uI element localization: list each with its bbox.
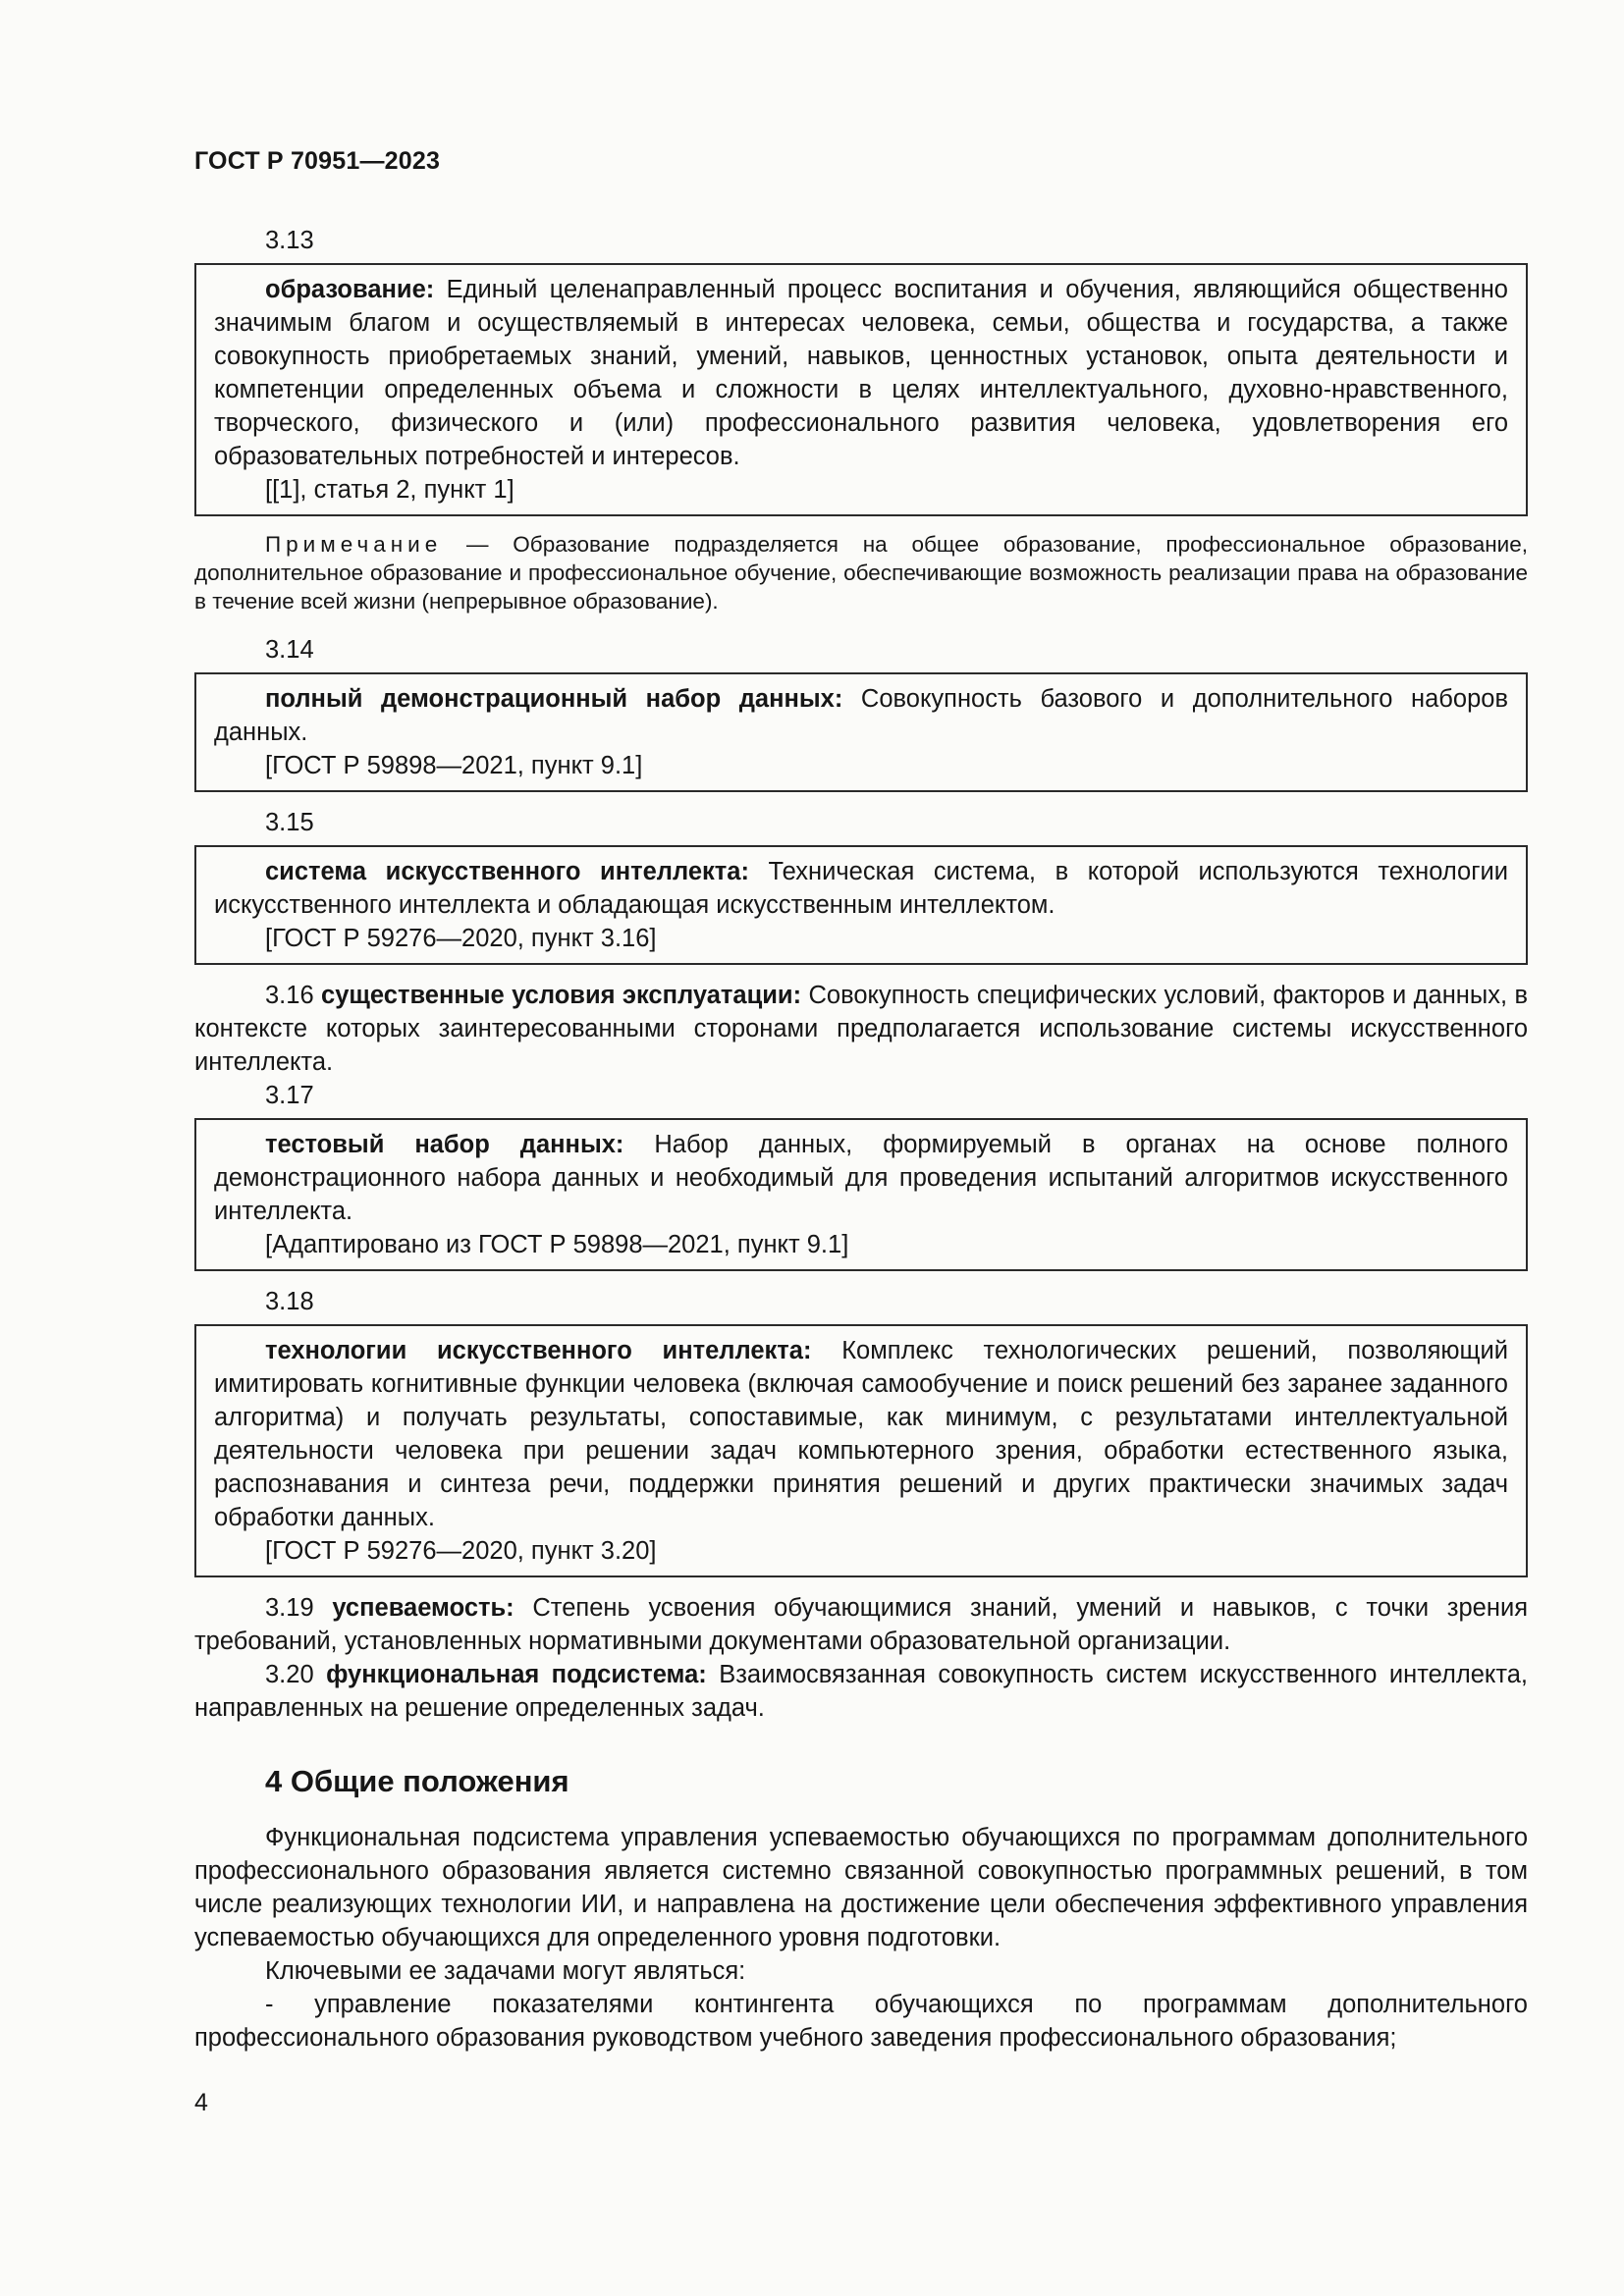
note	[194, 530, 1528, 615]
term-definition-box	[194, 263, 1528, 516]
term-definition: Совокупность базового и дополнительного наборов данных.	[214, 685, 1508, 746]
term-definition: Комплекс технологических решений, позволяющий имитировать когнитивные функции человека (включая самообучение и поиск решений без заранее заданного алгоритма) и получать результаты, сопоставимые, как минимум, с результатами интеллектуальной деятельности человека при решении задач компьютерного зрения, обработки естественного языка, распознавания и синтеза речи, поддержки принятия решений и других практически значимых задач обработки данных.	[214, 1337, 1508, 1531]
term-source: [Адаптировано из ГОСТ Р 59898—2021, пункт 9.1]	[265, 1231, 849, 1258]
term-definition: Совокупность специфических условий, факторов и данных, в контексте которых заинтересованными сторонами предполагается использование системы искусственного интеллекта.	[194, 982, 1528, 1076]
body-paragraph: Ключевыми ее задачами могут являться:	[265, 1957, 746, 1985]
term-source: [[1], статья 2, пункт 1]	[265, 476, 514, 504]
term-paragraph	[214, 1334, 1508, 1534]
term-definition: Набор данных, формируемый в органах на основе полного демонстрационного набора данных и необходимый для проведения испытаний алгоритмов искусственного интеллекта.	[214, 1131, 1508, 1225]
term-number: 3.18	[265, 1288, 314, 1315]
term-definition-box	[194, 1118, 1528, 1271]
term-definition: Взаимосвязанная совокупность систем искусственного интеллекта, направленных на решение определенных задач.	[194, 1661, 1528, 1722]
page-number: 4	[194, 2089, 208, 2116]
term-number: 3.15	[265, 809, 314, 836]
term-title: полный демонстрационный набор данных:	[265, 685, 843, 713]
term-title: тестовый набор данных:	[265, 1131, 624, 1158]
term-paragraph	[214, 1128, 1508, 1228]
document-code: ГОСТ Р 70951—2023	[194, 147, 441, 175]
term-number: 3.14	[265, 636, 314, 664]
term-definition-box	[194, 845, 1528, 965]
body-paragraph: Функциональная подсистема управления успеваемостью обучающихся по программам дополнительного профессионального образования является системно связанной совокупностью программных решений, в том числе реализующих технологии ИИ, и направлена на достижение цели обеспечения эффективного управления успеваемостью обучающихся для определенного уровня подготовки.	[194, 1824, 1528, 1951]
term-number: 3.17	[265, 1082, 314, 1109]
term-definition-box	[194, 672, 1528, 792]
term-definition: Степень усвоения обучающимися знаний, умений и навыков, с точки зрения требований, установленных нормативными документами образовательной организации.	[194, 1594, 1528, 1655]
term-source: [ГОСТ Р 59276—2020, пункт 3.20]	[265, 1537, 657, 1565]
page-content	[194, 224, 1528, 2055]
section-heading: 4 Общие положения	[265, 1764, 569, 1798]
note-text: — Образование подразделяется на общее образование, профессиональное образование, дополнительное образование и профессиональное обучение, обеспечивающие возможность реализации права на образование в течение всей жизни (непрерывное образование).	[194, 532, 1528, 614]
term-number: 3.16	[265, 982, 314, 1009]
term-title: образование:	[265, 276, 435, 303]
term-paragraph-inline	[194, 979, 1528, 1079]
term-number: 3.13	[265, 227, 314, 254]
term-number: 3.19	[265, 1594, 314, 1622]
term-definition: Техническая система, в которой используются технологии искусственного интеллекта и обладающая искусственным интеллектом.	[214, 858, 1508, 919]
term-title: функциональная подсистема:	[326, 1661, 707, 1688]
list-item: - управление показателями контингента обучающихся по программам дополнительного профессионального образования руководством учебного заведения профессионального образования;	[194, 1991, 1528, 2052]
term-source: [ГОСТ Р 59276—2020, пункт 3.16]	[265, 925, 657, 952]
term-title: система искусственного интеллекта:	[265, 858, 749, 885]
term-title: существенные условия эксплуатации:	[321, 982, 802, 1009]
term-definition: Единый целенаправленный процесс воспитания и обучения, являющийся общественно значимым благом и осуществляемый в интересах человека, семьи, общества и государства, а также совокупность приобретаемых знаний, умений, навыков, ценностных установок, опыта деятельности и компетенции определенных объема и сложности в целях интеллектуального, духовно-нравственного, творческого, физического и (или) профессионального развития человека, удовлетворения его образовательных потребностей и интересов.	[214, 276, 1508, 470]
note-label: Примечание	[265, 532, 443, 557]
term-paragraph-inline	[194, 1658, 1528, 1725]
term-paragraph	[214, 855, 1508, 922]
term-title: технологии искусственного интеллекта:	[265, 1337, 812, 1364]
term-paragraph	[214, 682, 1508, 749]
term-paragraph	[214, 273, 1508, 473]
term-number: 3.20	[265, 1661, 314, 1688]
term-title: успеваемость:	[332, 1594, 514, 1622]
term-definition-box	[194, 1324, 1528, 1577]
term-paragraph-inline	[194, 1591, 1528, 1658]
term-source: [ГОСТ Р 59898—2021, пункт 9.1]	[265, 752, 643, 779]
